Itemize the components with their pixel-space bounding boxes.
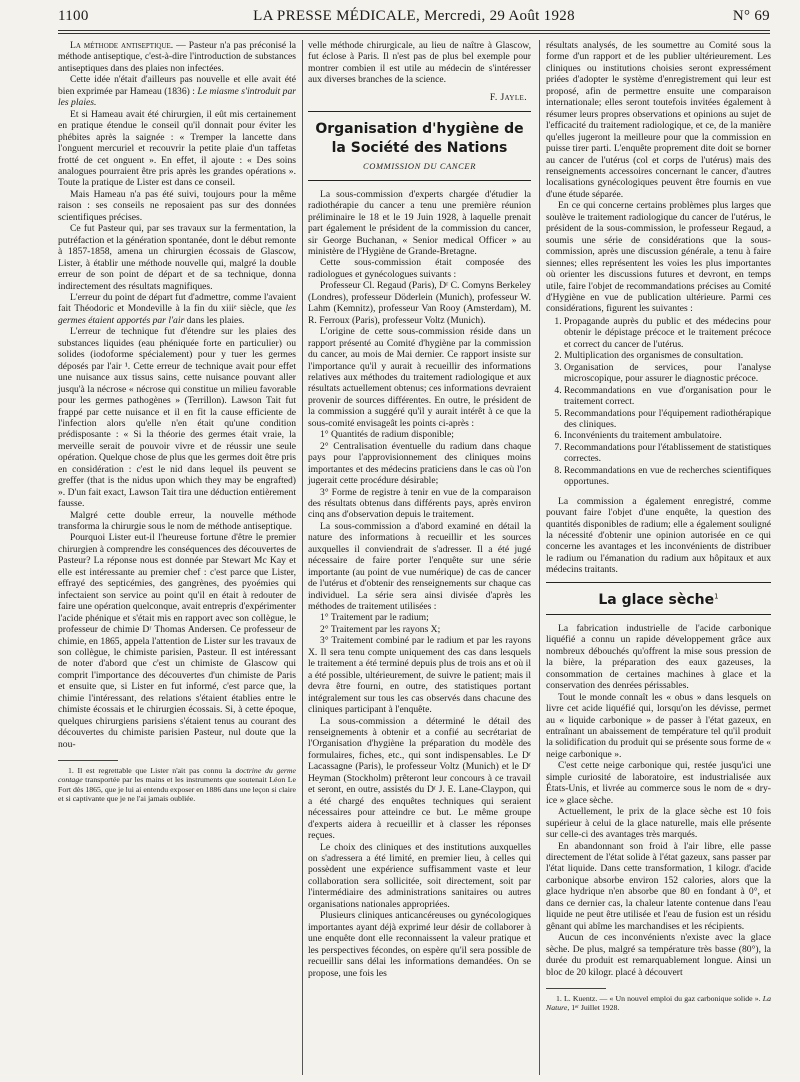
paragraph: 3° Traitement combiné par le radium et par les rayons X. Il sera tenu compte uniquement des cas dans lesquels le traitement a été terminé depuis plus de trois ans et où il a été possible, ultérieurement, de suivre le patient; mais il devra être fourni, en outre, des statistiques portant intégralement sur tous les cas observés dans chacune des cliniques participant à l'enquête. bbox=[308, 635, 531, 716]
list-item: 2. Multiplication des organismes de consultation. bbox=[564, 350, 771, 361]
paragraph: velle méthode chirurgicale, au lieu de naître à Glascow, fut éclose à Paris. Il n'est pas de plus bel exemple pour montrer combien il est utile au médecin de s'intéresser aux diverses branches de la science. bbox=[308, 40, 531, 86]
header-rule-bottom bbox=[58, 33, 770, 34]
issue-number: N° 69 bbox=[732, 8, 770, 24]
paragraph: En ce qui concerne certains problèmes plus larges que soulève le traitement radiologique du cancer de l'utérus, le président de la sous-commission, le professeur Regaud, a soumis une série de considérations que la sous-commission, après une discussion générale, a tenu à faire siennes; elles représentent les voies les plus importantes où orienter les discussions futures et devront, en temps utile, faire l'objet de recommandations précises au Comité d'Hygiène en vue de publication ultérieure. Parmi ces considérations, figurent les suivantes : bbox=[546, 200, 771, 315]
page-number: 1100 bbox=[58, 8, 89, 24]
paragraph: L'erreur du point de départ fut d'admettre, comme l'avaient fait Théodoric et Mondeville à la fin du xiiiᵉ siècle, que les germes étaient apportés par l'air dans les plaies. bbox=[58, 291, 296, 326]
article-title: La glace sèche$^1$ bbox=[598, 591, 719, 608]
paragraph: Mais Hameau n'a pas été suivi, toujours pour la même raison : ses conseils ne reposaient pas sur des données scientifiques précises. bbox=[58, 188, 296, 223]
paragraph: La méthode antiseptique. — Pasteur n'a pas préconisé la méthode antiseptique, c'est-à-dire l'introduction de substances antiseptiques dans des plaies non infectées. bbox=[58, 40, 296, 74]
page-header bbox=[58, 6, 770, 28]
footnote: 1. Il est regrettable que Lister n'ait pas connu la doctrine du germe contage transportée par les mains et les instruments que soutenait Léon Le Fort dès 1865, que je lui ai entendu exposer en 1886 dans une leçon si claire et si captivante que je ne l'ai jamais oubliée. bbox=[58, 766, 296, 803]
paragraph: 2° Centralisation éventuelle du radium dans chaque pays pour l'approvisionnement des cliniques moins importantes et des médecins praticiens dans le cas où l'on jugerait cette procédure désirable; bbox=[308, 440, 531, 487]
column-2 bbox=[308, 40, 531, 979]
quote: Le miasme s'introduit par les plaies. bbox=[58, 85, 296, 109]
paragraph: La fabrication industrielle de l'acide carbonique liquéfié a connu un rapide développement grâce aux nombreux débouchés qu'offrent la mise sous pression de la bière, la préparation des eaux gazeuses, la consommation de certaines machines à glace et la conservation des denrées périssables. bbox=[546, 622, 771, 692]
article-heading-box bbox=[546, 582, 771, 615]
paragraph: Pourquoi Lister eut-il l'heureuse fortune d'être le premier chirurgien à comprendre les conséquences des découvertes de Pasteur? La réponse nous est donnée par Stewart Mc Kay et elle est intéressante au premier chef : c'est parce que Lister, effrayé des septicémies, des gangrènes, des pyoémies qui infectaient son service au point qu'il en était à redouter de faire une opération quelconque, avait entrepris d'expérimenter l'acide phénique et s'était mis en rapport avec son collègue, le professeur de chimie Dʳ Thomas Andersen. Ce professeur de chimie, en 1865, appela l'attention de Lister sur les travaux de son collègue, le chimiste parisien, Pasteur. Il est intéressant de noter d'abord que c'est un chimiste de Glascow qui comprit l'importance des découvertes d'un chimiste de Paris et ensuite que, si Lister en fut informé, c'est parce que, la chimie l'intéressant, des relations s'étaient établies entre le chimiste écossais et le chirurgien écossais. Si, à cette époque, quelques chirurgiens parisiens s'étaient tenus au courant des découvertes du chimiste parisien Pasteur, nul doute que la nou- bbox=[58, 532, 297, 750]
list-item: 8. Recommandations en vue de recherches scientifiques opportunes. bbox=[564, 465, 771, 488]
paragraph: Professeur Cl. Regaud (Paris), Dʳ C. Comyns Berkeley (Londres), professeur Döderlein (Munich), professeur W. Lahm (Kemnitz), professeur Van Rooy (Amsterdam), M. R. Ferroux (Paris), professeur Voltz (Munich). bbox=[308, 280, 531, 326]
article-subtitle: COMMISSION DU CANCER bbox=[362, 161, 477, 172]
paragraph: La sous-commission a déterminé le détail des renseignements à obtenir et a confié au secrétariat de l'Organisation d'hygiène la préparation du modèle des formulaires, fiches, etc., qui sont indispensables. Le Dʳ Lacassagne (Paris), le professeur Voltz (Munich) et le Dʳ Heyman (Stockholm) prêteront leur concours à ce travail et seront, en outre, assistés du Dʳ J. E. Lane-Claypon, qui a été chargé des enquêtes techniques qui seraient nécessaires pour atteindre ce but. Le même groupe d'experts aidera à recueillir et à classer les réponses reçues. bbox=[308, 715, 531, 842]
paragraph: L'erreur de technique fut d'étendre sur les plaies des substances liquides (eau phéniquée forte en particulier) ou solides (iodoforme spécialement) pour y tuer les germes déposés par l'air ¹. Cette erreur de technique avait pour effet une nuisance aux tissus sains, cette nuisance pouvant aller jusqu'à la nécrose « nécrose qui constitue un milieu favorable pour les germes pathogènes » (Terrillon). Lawson Tait fut frappé par cette nuisance et il en fit la cause efficiente de l'infection alors qu'elle n'en était qu'une condition prédisposante : « Si la théorie des germes était vraie, la merveille serait de pouvoir vivre et de réussir une seule opération. Quelque chose de plus que les germes doit être pris en considération : c'est le nid dans lequel ils peuvent se greffer (that is the nidus upon which they may be engrafted) ». D'un fait exact, Lawson Tait tira une déduction entièrement fausse. bbox=[58, 326, 296, 510]
list-item: 6. Inconvénients du traitement ambulatoire. bbox=[564, 430, 771, 441]
paragraph: Et si Hameau avait été chirurgien, il eût mis certainement en pratique étendue le conseil qu'il donnait pour éviter les phébites après la saignée : « Tremper la lancette dans l'onguent mercuriel et recouvrir la petite plaie d'un taffetas frotté de cet onguent ». En effet, il ajoute : « Des soins analogues pourraient être pris après les grandes opérations ». Toute la pratique de Lister est dans ce conseil. bbox=[58, 108, 296, 189]
article-title: Organisation d'hygiène de la Société des Nations bbox=[315, 121, 524, 157]
column-1 bbox=[58, 40, 296, 803]
paragraph: C'est cette neige carbonique qui, restée jusqu'ici une simple curiosité de laboratoire, est industrialisée aux États-Unis, et livrée au commerce sous le nom de « dry-ice » glace sèche. bbox=[546, 760, 771, 806]
footnote-rule bbox=[58, 760, 118, 761]
paragraph: Malgré cette double erreur, la nouvelle méthode transforma la chirurgie sous le nom de méthode antiseptique. bbox=[58, 509, 296, 533]
paragraph: L'origine de cette sous-commission réside dans un rapport présenté au Comité d'hygiène par la commission du cancer, au mois de Mai dernier. Ce rapport insiste sur l'importance qu'il y aurait à recueillir des informations relatives aux méthodes du traitement radiologique et aux résultats actuellement obtenus; ces informations devraient provenir de sources différentes. En outre, le président de la commission a suggéré qu'il y aurait intérêt à ce que la sous-comité envisageât les points ci-après : bbox=[308, 326, 531, 429]
footnote-rule bbox=[546, 988, 606, 989]
column-divider-1 bbox=[302, 40, 303, 1075]
section-label: La méthode antiseptique. bbox=[70, 40, 174, 51]
paragraph: Plusieurs cliniques anticancéreuses ou gynécologiques importantes ayant déjà exprimé leur désir de collaborer à une enquête dont elle reconnaissent la valeur pratique et les perspectives fécondes, on espère qu'il sera possible de recueillir sans délai les informations demandées. On se propose, une fois les bbox=[308, 910, 531, 979]
paragraph: Le choix des cliniques et des institutions auxquelles on s'adressera a été limité, en premier lieu, à celles qui possèdent une expérience suffisamment vaste et leur collaboration sera sollicitée, soit directement, soit par l'intermédiaire des administrations sanitaires ou autres organisations nationales appropriées. bbox=[308, 841, 531, 910]
paragraph: La commission a également enregistré, comme pouvant faire l'objet d'une enquête, la question des quantités disponibles de radium; elle a également souligné la nécessité d'obtenir une opinion autorisée en ce qui concerne les avantages et les inconvénients de distribuer le radium ou l'émanation du radium aux hôpitaux et aux médecins traitants. bbox=[546, 495, 771, 576]
article-heading-box bbox=[308, 111, 531, 180]
paragraph: Cette idée n'était d'ailleurs pas nouvelle et elle avait été bien exprimée par Hameau (1836) : Le miasme s'introduit par les plaies. bbox=[58, 74, 296, 109]
column-divider-2 bbox=[539, 40, 540, 1075]
paragraph: 1° Quantités de radium disponible; bbox=[320, 429, 454, 441]
list-item: 5. Recommandations pour l'équipement radiothérapique des cliniques. bbox=[564, 408, 771, 431]
list-item: 3. Organisation de services, pour l'analyse microscopique, pour assurer le diagnostic précoce. bbox=[564, 362, 771, 385]
paragraph: Ce fut Pasteur qui, par ses travaux sur la fermentation, la putréfaction et la génération spontanée, dont le début remonte à 1857-1858, amena un chirurgien écossais de Glascow, Lister, à établir une méthode nouvelle qui, malgré la double erreur de son point de départ et de sa technique, donna indirectement des résultats magnifiques. bbox=[58, 223, 296, 292]
footnote-marker: 1 bbox=[714, 591, 719, 600]
paragraph: La sous-commission a d'abord examiné en détail la nature des informations à recueillir et les sources auxquelles il conviendrait de s'adresser. Il a été jugé nécessaire de faire porter l'enquête sur une série importante (au point de vue numérique) de cas de cancer de l'utérus et d'obtenir des renseignements sur chaque cas individuel. La série sera ainsi divisée d'après les méthodes de traitement utilisées : bbox=[308, 520, 531, 613]
paragraph: Aucun de ces inconvénients n'existe avec la glace sèche. De plus, malgré sa température très basse (80°), la durée du produit est remarquablement longue. Ainsi un bloc de 20 kilogr. placé à découvert bbox=[546, 932, 771, 978]
journal-title: LA PRESSE MÉDICALE, Mercredi, 29 Août 1928 bbox=[253, 8, 575, 24]
paragraph: Actuellement, le prix de la glace sèche est 10 fois supérieur à celui de la glace naturelle, mais elle présente sur celle-ci des avantages très marqués. bbox=[546, 806, 771, 841]
header-rule-top bbox=[58, 30, 770, 31]
column-3 bbox=[546, 40, 771, 1012]
list-item: 7. Recommandations pour l'établissement de statistiques correctes. bbox=[564, 442, 771, 465]
paragraph: La sous-commission d'experts chargée d'étudier la radiothérapie du cancer a tenu une première réunion préliminaire le 18 et le 19 Juin 1928, à laquelle prenait part également le président de la commission du cancer, sir George Buchanan, « Senior medical Officer » au ministère de l'Hygiène de Grande-Bretagne. bbox=[308, 188, 531, 257]
footnote: 1. L. Kuentz. — « Un nouvel emploi du gaz carbonique solide ». La Nature, 1ᵉʳ Juillet 1928. bbox=[546, 994, 771, 1013]
list-item: 4. Recommandations en vue d'organisation pour le traitement correct. bbox=[564, 385, 771, 408]
considerations-list bbox=[546, 316, 771, 488]
paragraph: Cette sous-commission était composée des radiologues et gynécologues suivants : bbox=[308, 257, 531, 280]
paragraph: Tout le monde connaît les « obus » dans lesquels on livre cet acide liquéfié qui, lorsqu'on les dévisse, permet au « liquide carbonique » de passer à l'état gazeux, en entraînant un abaissement de température tel qu'il produit la solidification du produit qui se présente sous forme de « neige carbonique ». bbox=[546, 691, 771, 760]
signature: F. Jayle. bbox=[489, 91, 527, 103]
paragraph: 1° Traitement par le radium; bbox=[320, 612, 429, 624]
list-item: 1. Propagande auprès du public et des médecins pour obtenir le dépistage précoce et le traitement précoce et correct du cancer de l'utérus. bbox=[564, 316, 771, 350]
paragraph: 2° Traitement par les rayons X; bbox=[320, 623, 441, 635]
paragraph: résultats analysés, de les soumettre au Comité sous la forme d'un rapport et de les publier ultérieurement. Les cliniques ou institutions choisies seront expressément priées d'adopter le système d'enregistrement qui leur est proposé, afin de permettre ensuite une comparaison internationale; elles seront toutefois invitées également à résumer leurs propres observations et opinions au sujet de l'efficacité du traitement radiologique, et ce, de la manière qu'elles jugeront la meilleure pour que la commission en puisse tirer parti. L'enquête proprement dite doit se borner au cancer de l'utérus (col et corps de l'utérus) mais des renseignements accessoires concernant le cancer, d'autres localisations gynécologiques peuvent être fournis en vue d'une étude séparée. bbox=[546, 40, 771, 200]
paragraph: En abandonnant son froid à l'air libre, elle passe directement de l'état solide à l'état gazeux, sans passer par l'état liquide. Dans cette transformation, 1 kilogr. d'acide carbonique absorbe environ 152 calories, alors que la glace hydrique n'en absorbe que 80 en fondant à 0°, et dans ce dernier cas, la chaleur latente contenue dans l'eau liquide ne peut être utilisée et l'eau de fusion est un résidu gênant qui abîme les marchandises et les récipients. bbox=[546, 840, 771, 932]
paragraph: 3° Forme de registre à tenir en vue de la comparaison des résultats obtenus dans différents pays, après environ cinq ans d'observation depuis le traitement. bbox=[308, 486, 531, 521]
